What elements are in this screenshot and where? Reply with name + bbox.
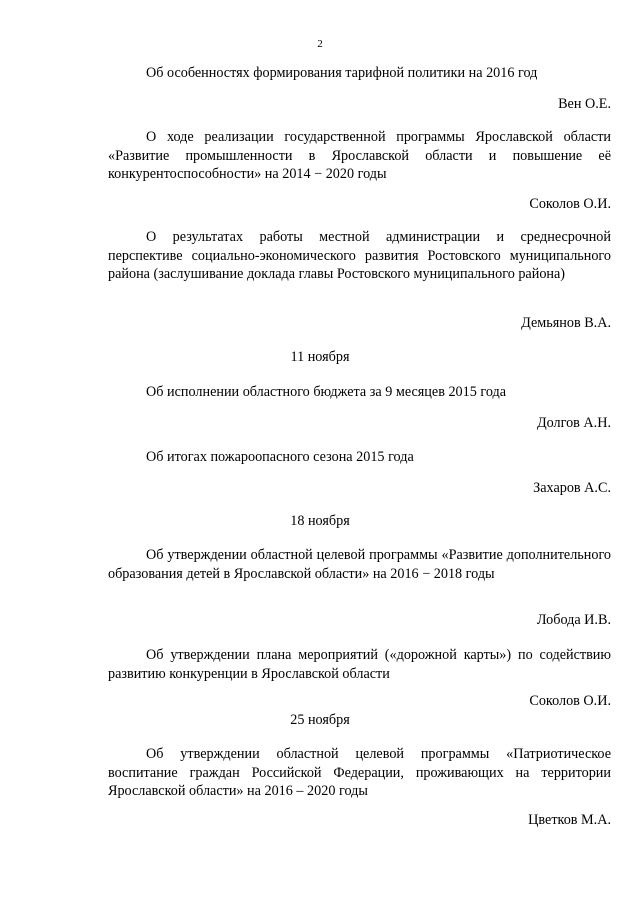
agenda-item-title: Об утверждении плана мероприятий («дорожной карты») по содействию развитию конкуренции в Ярославской области — [108, 647, 611, 682]
agenda-item-speaker: Демьянов В.А. — [521, 315, 611, 331]
agenda-item-title: Об исполнении областного бюджета за 9 месяцев 2015 года — [146, 384, 507, 400]
date-heading: 25 ноября — [290, 712, 350, 728]
agenda-item-title: Об итогах пожароопасного сезона 2015 года — [146, 449, 414, 465]
date-heading: 11 ноября — [290, 349, 350, 365]
agenda-item-speaker: Соколов О.И. — [529, 196, 611, 212]
agenda-item-title: Об утверждении областной целевой программы «Патриотическое воспитание граждан Российской Федерации, проживающих на территории Ярославской области» на 2016 – 2020 годы — [108, 746, 611, 799]
agenda-item-speaker: Вен О.Е. — [558, 96, 611, 112]
agenda-item-title: О ходе реализации государственной программы Ярославской области «Развитие промышленности в Ярославской области и повышение её конкурентоспособности» на 2014 − 2020 годы — [108, 129, 611, 182]
agenda-item-speaker: Лобода И.В. — [536, 612, 611, 628]
agenda-item-speaker: Захаров А.С. — [533, 480, 611, 496]
agenda-item-title: Об утверждении областной целевой программы «Развитие дополнительного образования детей в Ярославской области» на 2016 − 2018 годы — [108, 547, 611, 582]
page-number: 2 — [317, 38, 323, 50]
agenda-item-title: О результатах работы местной администрации и среднесрочной перспективе социально-экономического развития Ростовского муниципального района (заслушивание доклада главы Ростовского муниципального района) — [108, 229, 611, 282]
agenda-item-title: Об особенностях формирования тарифной политики на 2016 год — [146, 65, 538, 81]
date-heading: 18 ноября — [290, 513, 350, 529]
agenda-item-speaker: Соколов О.И. — [529, 693, 611, 709]
agenda-item-speaker: Долгов А.Н. — [536, 415, 611, 431]
agenda-item-speaker: Цветков М.А. — [528, 812, 611, 828]
